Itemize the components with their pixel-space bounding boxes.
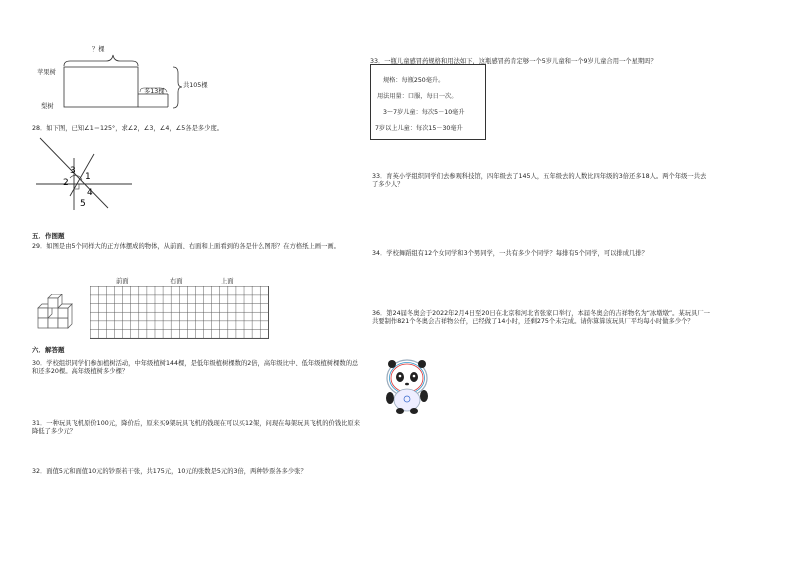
medicine-usage: 用法用量：口服，每日一次。 — [377, 93, 458, 100]
pear-tree-label: 梨树 — [41, 103, 54, 110]
question-33-museum: 33．育英小学组织同学们去参观科技馆，四年级去了145人，五年级去的人数比四年级的3倍还多18人。两个年级一共去了多少人？ — [372, 173, 707, 188]
bing-dwen-dwen-mascot-image — [378, 356, 436, 414]
angle-label-4: 4 — [87, 188, 93, 198]
view-top-label: 上面 — [221, 278, 234, 285]
medicine-spec: 规格：每瓶250毫升。 — [383, 77, 445, 84]
medicine-info-box — [370, 64, 486, 140]
view-front-label: 前面 — [116, 278, 129, 285]
intersecting-lines-diagram — [34, 136, 134, 216]
angle-label-5: 5 — [80, 199, 86, 209]
section-6-title: 六．解答题 — [32, 346, 65, 354]
medicine-dose-age-3-7: 3～7岁儿童：每次5－10毫升 — [383, 109, 465, 116]
tree-bar-diagram — [30, 42, 230, 117]
question-33-medicine: 33．一瓶儿童感冒药规格和用法如下，这瓶感冒药肯定够一个5岁儿童和一个9岁儿童合用一个星期吗？ — [370, 58, 657, 65]
question-29: 29．如图是由5个同样大的正方体摆成的物体，从前面、右面和上面看到的各是什么图形？在方格纸上画一画。 — [32, 243, 340, 250]
view-right-label: 右面 — [170, 278, 183, 285]
unknown-trees-label: ？棵 — [92, 46, 105, 53]
medicine-dose-age-7-plus: 7岁以上儿童：每次15－30毫升 — [375, 125, 463, 132]
angle-label-3: 3 — [70, 166, 76, 176]
question-36: 36．第24届冬奥会于2022年2月4日至20日在北京和河北省张家口举行，本届冬奥会的吉祥物名为“冰墩墩”。某玩具厂一共要制作821个冬奥会吉祥物公仔，已经做了14小时，还剩275个未完成。请你算算该玩具厂平均每小时做多少个？ — [372, 310, 710, 325]
total-trees-label: 共105棵 — [183, 82, 208, 89]
cube-figure — [34, 294, 74, 330]
question-31: 31．一种玩具飞机原价100元，降价后，原来买9架玩具飞机的钱现在可以买12架，问现在每架玩具飞机的价钱比原来降低了多少元？ — [32, 420, 361, 435]
question-32: 32．面值5元和面值10元的钞票若干张，共175元，10元的张数是5元的3倍，两种钞票各多少张？ — [32, 468, 307, 475]
more-trees-label: 多13棵 — [144, 88, 165, 95]
apple-tree-label: 苹果树 — [37, 69, 56, 76]
question-34: 34．学校舞蹈组有12个女同学和3个男同学，一共有多少个同学？每排有5个同学，可以排成几排？ — [372, 250, 648, 257]
question-30: 30．学校组织同学们参加植树活动，中年级植树144棵，是低年级植树棵数的2倍，高年级比中、低年级植树棵数的总和还多20棵。高年级植树多少棵？ — [32, 360, 359, 375]
angle-label-1: 1 — [85, 172, 91, 182]
drawing-grid[interactable] — [90, 286, 269, 339]
section-5-title: 五．作图题 — [32, 232, 65, 240]
question-28: 28．如下图，已知∠1＝125°，求∠2，∠3，∠4，∠5各是多少度。 — [32, 125, 224, 132]
angle-label-2: 2 — [63, 178, 69, 188]
